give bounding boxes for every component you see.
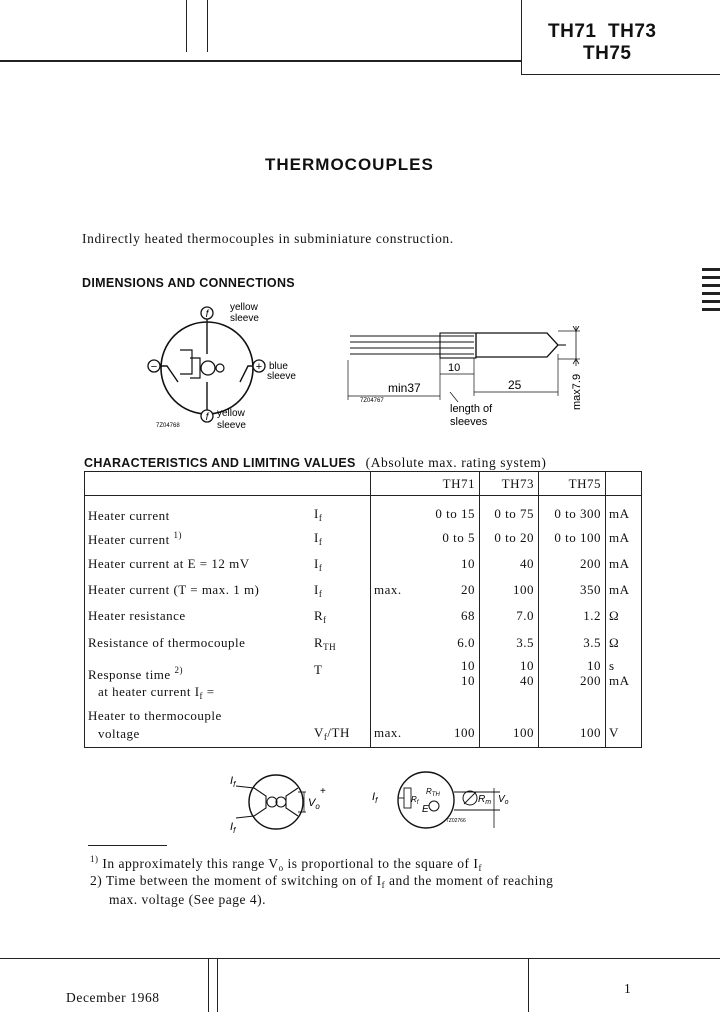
circuit-left bbox=[226, 772, 336, 836]
footnote-1: $^{1)}$ In approximately this range $V_o$ is proportional to the square of $I_f$ bbox=[90, 854, 482, 873]
svg-text:RTH: $R_{TH}$ bbox=[426, 787, 440, 798]
footer-divider-1 bbox=[208, 958, 209, 1012]
table-row-voltage: Heater to thermocouple voltage $V_f/TH$ max. 100 100 100 V bbox=[88, 708, 619, 742]
svg-text:Rm: $R_m$ bbox=[478, 794, 492, 806]
svg-text:+: + bbox=[255, 361, 263, 373]
svg-text:E: E bbox=[422, 804, 429, 815]
type-codes-line1: TH71 TH73 bbox=[548, 21, 657, 42]
footnote-2: 2) Time between the moment of switching on of $I_f$ and the moment of reaching bbox=[90, 873, 554, 890]
svg-text:7Z02766: 7Z02766 bbox=[446, 818, 466, 824]
table-header-row bbox=[84, 472, 642, 496]
svg-text:sleeves: sleeves bbox=[450, 416, 488, 428]
type-codes-line2: TH75 bbox=[583, 43, 632, 64]
pin-connection-diagram bbox=[140, 296, 310, 434]
svg-text:blue: blue bbox=[269, 361, 288, 372]
svg-text:If: $I_f$ bbox=[230, 775, 236, 789]
svg-text:Vo: $V_o$ bbox=[498, 794, 509, 806]
characteristics-title: CHARACTERISTICS AND LIMITING VALUES bbox=[84, 456, 356, 470]
index-tab-marks bbox=[702, 268, 720, 314]
svg-text:+: + bbox=[320, 786, 326, 797]
characteristics-heading bbox=[84, 454, 546, 472]
svg-text:sleeve: sleeve bbox=[217, 420, 246, 431]
circuit-right bbox=[370, 768, 520, 834]
svg-text:If: $I_f$ bbox=[230, 821, 236, 835]
svg-text:f: f bbox=[205, 412, 209, 423]
dimensions-heading: DIMENSIONS AND CONNECTIONS bbox=[82, 276, 295, 290]
col-th73: TH73 bbox=[501, 476, 534, 491]
col-th75: TH75 bbox=[568, 476, 601, 491]
header-divider-3 bbox=[521, 0, 522, 74]
footer-rule bbox=[0, 958, 720, 959]
svg-text:yellow: yellow bbox=[230, 302, 258, 313]
footer-divider-2 bbox=[217, 958, 218, 1012]
col-th71: TH71 bbox=[442, 476, 475, 491]
outline-drawing bbox=[340, 326, 590, 430]
table-row: Heater current (T = max. 1 m) $I_f$ max. 20 100 350 mA bbox=[88, 582, 630, 599]
header-rule-left bbox=[0, 60, 522, 62]
svg-text:length of: length of bbox=[450, 403, 493, 415]
svg-text:7Z04767: 7Z04767 bbox=[360, 398, 384, 404]
svg-text:f: f bbox=[205, 309, 209, 320]
header-divider-2 bbox=[207, 0, 208, 52]
intro-text: Indirectly heated thermocouples in subminiature construction. bbox=[82, 231, 454, 246]
svg-text:25: 25 bbox=[508, 378, 522, 392]
svg-text:sleeve: sleeve bbox=[267, 371, 296, 382]
page-title: THERMOCOUPLES bbox=[265, 155, 434, 174]
svg-text:10: 10 bbox=[448, 362, 461, 374]
page-number: 1 bbox=[624, 981, 632, 996]
svg-text:sleeve: sleeve bbox=[230, 313, 259, 324]
svg-text:max7.9: max7.9 bbox=[571, 373, 583, 410]
svg-text:Rf: $R_f$ bbox=[411, 795, 419, 806]
characteristics-table bbox=[84, 472, 642, 743]
table-row: Heater resistance $R_f$ 68 7.0 1.2 Ω bbox=[88, 608, 620, 625]
svg-text:If: $I_f$ bbox=[372, 791, 378, 805]
table-rule-bottom bbox=[84, 747, 642, 748]
table-row-response: Response time $^{2)}$ at heater current $I_f$ = T 10 10 10 40 10 200 s mA bbox=[88, 658, 630, 701]
svg-text:yellow: yellow bbox=[217, 408, 245, 419]
footer-divider-3 bbox=[528, 958, 529, 1012]
header-divider-1 bbox=[186, 0, 187, 52]
header-rule-right bbox=[521, 74, 720, 75]
characteristics-note: (Absolute max. rating system) bbox=[365, 455, 547, 470]
footer-date: December 1968 bbox=[66, 990, 160, 1005]
table-row: Heater current at E = 12 mV $I_f$ 10 40 200 mA bbox=[88, 556, 630, 573]
svg-text:min37: min37 bbox=[388, 381, 421, 395]
svg-text:Vo: $V_o$ bbox=[308, 797, 320, 811]
svg-text:−: − bbox=[150, 361, 158, 373]
footnote-rule bbox=[88, 845, 167, 846]
footnote-2-line2: max. voltage (See page 4). bbox=[109, 892, 266, 907]
table-row: Heater current $^{1)}$ $I_f$ 0 to 5 0 to 20 0 to 100 mA bbox=[88, 530, 630, 547]
svg-text:7Z04768: 7Z04768 bbox=[156, 423, 180, 429]
table-row: Heater current $I_f$ 0 to 15 0 to 75 0 to 300 mA bbox=[88, 506, 630, 523]
table-row: Resistance of thermocouple $R_{TH}$ 6.0 3.5 3.5 Ω bbox=[88, 635, 620, 652]
